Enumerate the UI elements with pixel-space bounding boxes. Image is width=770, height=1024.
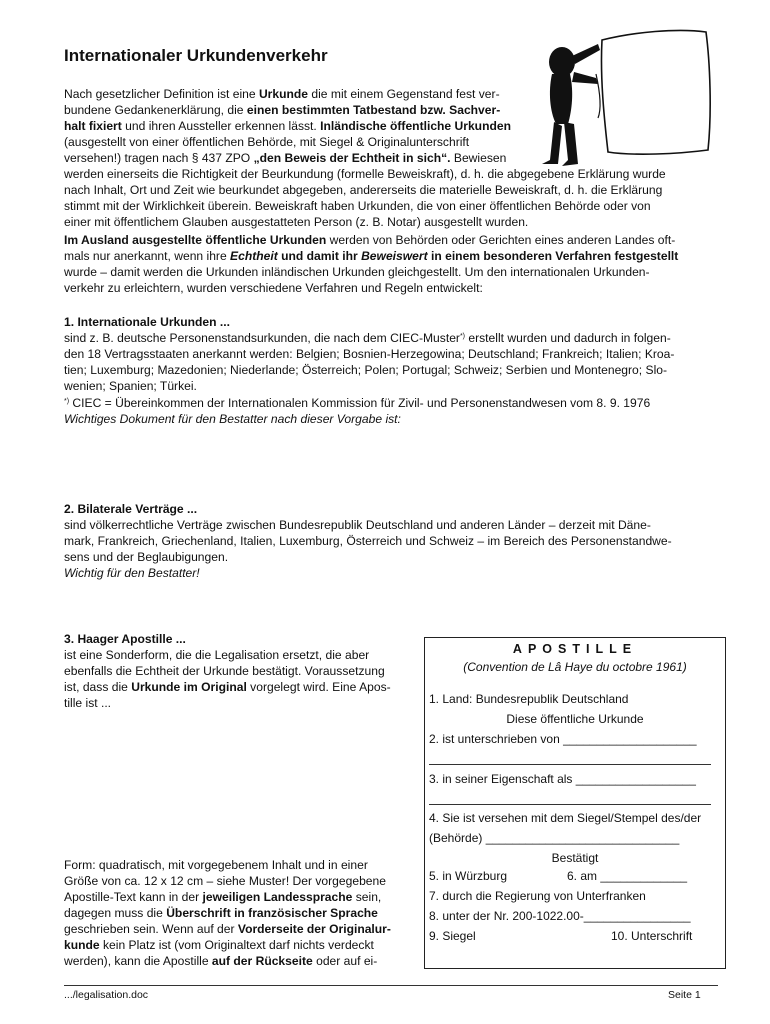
form-line-1: Form: quadratisch, mit vorgegebenem Inhalt und in einer xyxy=(64,858,368,872)
form-line-3: Apostille-Text kann in der jeweiligen Landessprache sein, xyxy=(64,890,382,904)
form-line-6: kunde kein Platz ist (vom Originaltext darf nichts verdeckt xyxy=(64,938,374,952)
section-3-line-1: ist eine Sonderform, die die Legalisation ersetzt, die aber xyxy=(64,648,370,662)
apostille-row-11b: 10. Unterschrift xyxy=(611,929,693,943)
intro-line-5: versehen!) tragen nach § 437 ZPO „den Beweis der Echtheit in sich“. Bewiesen xyxy=(64,151,507,165)
section-2-line-2: mark, Frankreich, Griechenland, Italien, Luxemburg, Österreich und Schweiz – im Bereich des Personenstandwe- xyxy=(64,534,672,548)
section-2-heading: 2. Bilaterale Verträge ... xyxy=(64,502,198,516)
intro-line-1: Nach gesetzlicher Definition ist eine Urkunde die mit einem Gegenstand fest ver- xyxy=(64,87,500,101)
intro-line-11: mals nur anerkannt, wenn ihre Echtheit und damit ihr Beweiswert in einem besonderen Verfahren festgestellt xyxy=(64,249,679,263)
page-title: Internationaler Urkundenverkehr xyxy=(64,46,328,65)
form-line-2: Größe von ca. 12 x 12 cm – siehe Muster! Der vorgegebene xyxy=(64,874,386,888)
section-3-line-2: ebenfalls die Echtheit der Urkunde bestätigt. Voraussetzung xyxy=(64,664,385,678)
apostille-row-2: Diese öffentliche Urkunde xyxy=(506,712,644,726)
intro-line-4: (ausgestellt von einer öffentlichen Behörde, mit Siegel & Originalunterschrift xyxy=(64,135,470,149)
section-1-heading: 1. Internationale Urkunden ... xyxy=(64,315,230,329)
apostille-row-8b: 6. am _____________ xyxy=(567,869,688,883)
intro-line-12: wurde – damit werden die Urkunden inländischen Urkunden gleichgestellt. Um den internationalen Urkunden- xyxy=(64,265,650,279)
apostille-sample-box xyxy=(424,637,726,969)
form-line-5: geschrieben sein. Wenn auf der Vorderseite der Originalur- xyxy=(64,922,391,936)
section-3-line-3: ist, dass die Urkunde im Original vorgelegt wird. Eine Apos- xyxy=(64,680,391,694)
section-3-heading: 3. Haager Apostille ... xyxy=(64,632,186,646)
form-line-7: werden), kann die Apostille auf der Rückseite oder auf ei- xyxy=(64,954,378,968)
intro-line-2: bundene Gedankenerklärung, die einen bestimmten Tatbestand bzw. Sachver- xyxy=(64,103,501,117)
apostille-subtitle: (Convention de Lâ Haye du octobre 1961) xyxy=(463,660,687,674)
apostille-row-7: Bestätigt xyxy=(551,851,599,865)
apostille-row-6: (Behörde) _____________________________ xyxy=(429,831,680,845)
figure-holding-sign-illustration xyxy=(538,22,718,172)
section-1-line-2: den 18 Vertragsstaaten anerkannt werden: Belgien; Bosnien-Herzegowina; Deutschland; Frankreich; Italien; Kroa- xyxy=(64,347,675,361)
intro-line-7: nach Inhalt, Ort und Zeit wie beurkundet abgegeben, andererseits die materielle Beweiskraft, d. h. die Erklärung xyxy=(64,183,663,197)
intro-line-9: einer mit öffentlichem Glauben ausgestatteten Person (z. B. Notar) ausgestellt wurden. xyxy=(64,215,529,229)
form-line-4: dagegen muss die Überschrift in französischer Sprache xyxy=(64,906,378,920)
section-3-line-4: tille ist ... xyxy=(64,696,112,710)
apostille-row-9: 7. durch die Regierung von Unterfranken xyxy=(429,889,646,903)
section-1-note: Wichtiges Dokument für den Bestatter nach dieser Vorgabe ist: xyxy=(64,412,401,426)
section-2-note: Wichtig für den Bestatter! xyxy=(64,566,200,580)
intro-line-3: halt fixiert und ihren Aussteller erkennen lässt. Inländische öffentliche Urkunden xyxy=(64,119,511,133)
footer-page-number: Seite 1 xyxy=(668,989,701,1001)
intro-line-13: verkehr zu erleichtern, wurden verschiedene Verfahren und Regeln entwickelt: xyxy=(64,281,483,295)
section-2-line-1: sind völkerrechtliche Verträge zwischen Bundesrepublik Deutschland und anderen Länder – derzeit mit Däne- xyxy=(64,518,651,532)
apostille-row-4: 3. in seiner Eigenschaft als __________________ xyxy=(429,772,696,786)
apostille-blank-line-2 xyxy=(429,804,711,805)
intro-line-6: werden einerseits die Richtigkeit der Beurkundung (formelle Beweiskraft), d. h. die abgegebene Erklärung wurde xyxy=(64,167,666,181)
intro-line-10: Im Ausland ausgestellte öffentliche Urkunden werden von Behörden oder Gerichten eines anderen Landes oft- xyxy=(64,233,676,247)
footer-filename: .../legalisation.doc xyxy=(64,989,149,1001)
section-1-line-3: tien; Luxemburg; Mazedonien; Niederlande; Österreich; Polen; Portugal; Schweiz; Serbien und Montenegro; Slo- xyxy=(64,363,668,377)
section-2-line-3: sens und der Beglaubigungen. xyxy=(64,550,229,564)
apostille-blank-line-1 xyxy=(429,764,711,765)
section-1-footnote: *) CIEC = Übereinkommen der Internationalen Kommission für Zivil- und Personenstandwesen vom 8. 9. 1976 xyxy=(64,396,651,410)
apostille-row-5: 4. Sie ist versehen mit dem Siegel/Stempel des/der xyxy=(429,811,702,825)
footer-divider xyxy=(64,985,718,986)
apostille-heading: APOSTILLE xyxy=(512,642,638,656)
intro-line-8: stimmt mit der Wirklichkeit überein. Beweiskraft haben Urkunden, die von einer öffentlichen Behörde oder von xyxy=(64,199,651,213)
apostille-row-3: 2. ist unterschrieben von ____________________ xyxy=(429,732,697,746)
section-1-line-1: sind z. B. deutsche Personenstandsurkunden, die nach dem CIEC-Muster*) erstellt wurden und dadurch in folgen- xyxy=(64,331,671,345)
apostille-row-8a: 5. in Würzburg xyxy=(429,869,508,883)
section-1-line-4: wenien; Spanien; Türkei. xyxy=(64,379,197,393)
apostille-row-1: 1. Land: Bundesrepublik Deutschland xyxy=(429,692,629,706)
apostille-row-11a: 9. Siegel xyxy=(429,929,476,943)
apostille-row-10: 8. unter der Nr. 200-1022.00-________________ xyxy=(429,909,691,923)
